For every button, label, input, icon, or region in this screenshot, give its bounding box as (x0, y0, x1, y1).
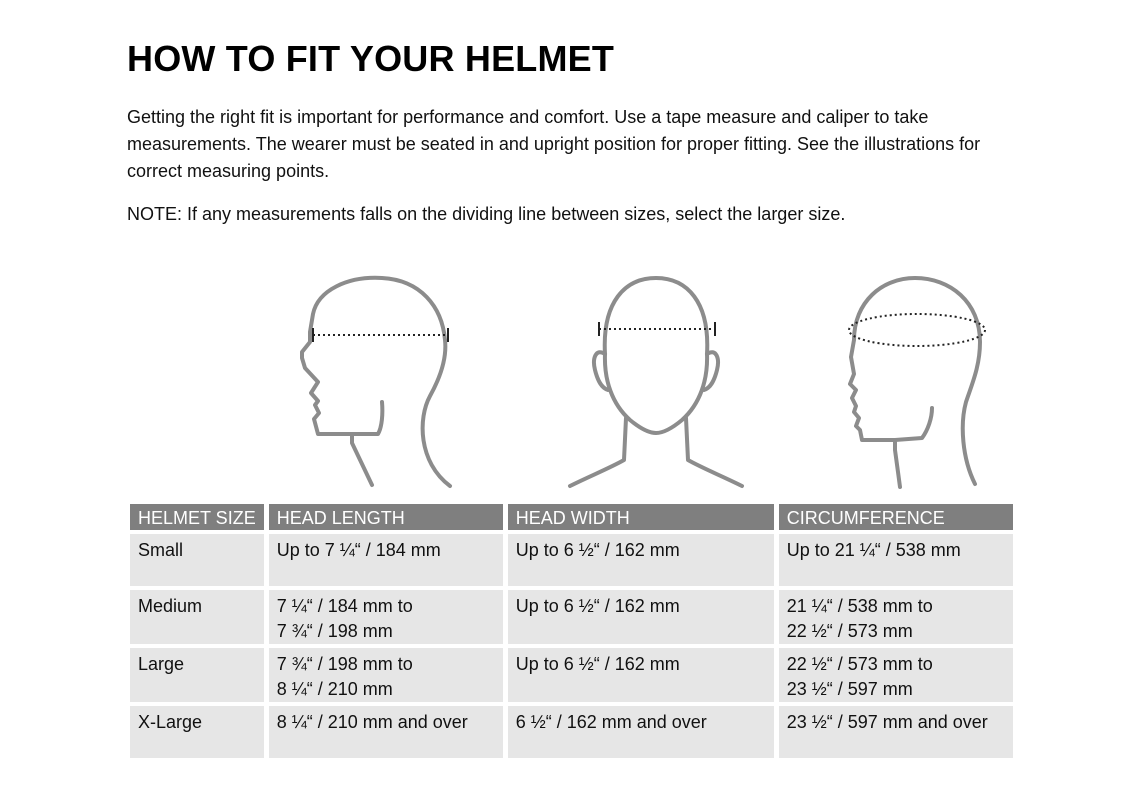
head-circumference-icon (790, 262, 1030, 494)
head-front-width-icon (540, 262, 780, 494)
header-circumference: CIRCUMFERENCE (779, 504, 1013, 530)
cell-head-length: Up to 7 ¼“ / 184 mm (269, 534, 503, 586)
header-head-length: HEAD LENGTH (269, 504, 503, 530)
helmet-size-table (125, 500, 1018, 762)
cell-size: Medium (130, 590, 264, 644)
cell-circumference: 22 ½“ / 573 mm to 23 ½“ / 597 mm (779, 648, 1013, 702)
intro-paragraph: Getting the right fit is important for performance and comfort. Use a tape measure and caliper to take measurements. The wearer must be seated in and upright position for proper fitting. See the illustrations for correct measuring points. (127, 107, 981, 181)
head-side-length-illustration (290, 262, 530, 494)
table-row (130, 648, 1013, 702)
cell-size: Large (130, 648, 264, 702)
header-head-width: HEAD WIDTH (508, 504, 774, 530)
note-paragraph: NOTE: If any measurements falls on the dividing line between sizes, select the larger size. (127, 204, 846, 224)
cell-head-width: Up to 6 ½“ / 162 mm (508, 534, 774, 586)
table-header-row (130, 504, 1013, 530)
table-row (130, 590, 1013, 644)
table-row (130, 534, 1013, 586)
cell-head-length: 8 ¼“ / 210 mm and over (269, 706, 503, 758)
cell-circumference: 21 ¼“ / 538 mm to 22 ½“ / 573 mm (779, 590, 1013, 644)
header-helmet-size: HELMET SIZE (130, 504, 264, 530)
cell-circumference: 23 ½“ / 597 mm and over (779, 706, 1013, 758)
cell-head-length: 7 ¾“ / 198 mm to 8 ¼“ / 210 mm (269, 648, 503, 702)
head-side-length-icon (290, 262, 530, 494)
head-front-width-illustration (540, 262, 780, 494)
cell-circumference: Up to 21 ¼“ / 538 mm (779, 534, 1013, 586)
cell-head-width: Up to 6 ½“ / 162 mm (508, 648, 774, 702)
cell-head-width: 6 ½“ / 162 mm and over (508, 706, 774, 758)
cell-head-width: Up to 6 ½“ / 162 mm (508, 590, 774, 644)
cell-size: X-Large (130, 706, 264, 758)
table-row (130, 706, 1013, 758)
cell-head-length: 7 ¼“ / 184 mm to 7 ¾“ / 198 mm (269, 590, 503, 644)
head-circumference-illustration (790, 262, 1030, 494)
page-title: HOW TO FIT YOUR HELMET (127, 38, 615, 79)
cell-size: Small (130, 534, 264, 586)
